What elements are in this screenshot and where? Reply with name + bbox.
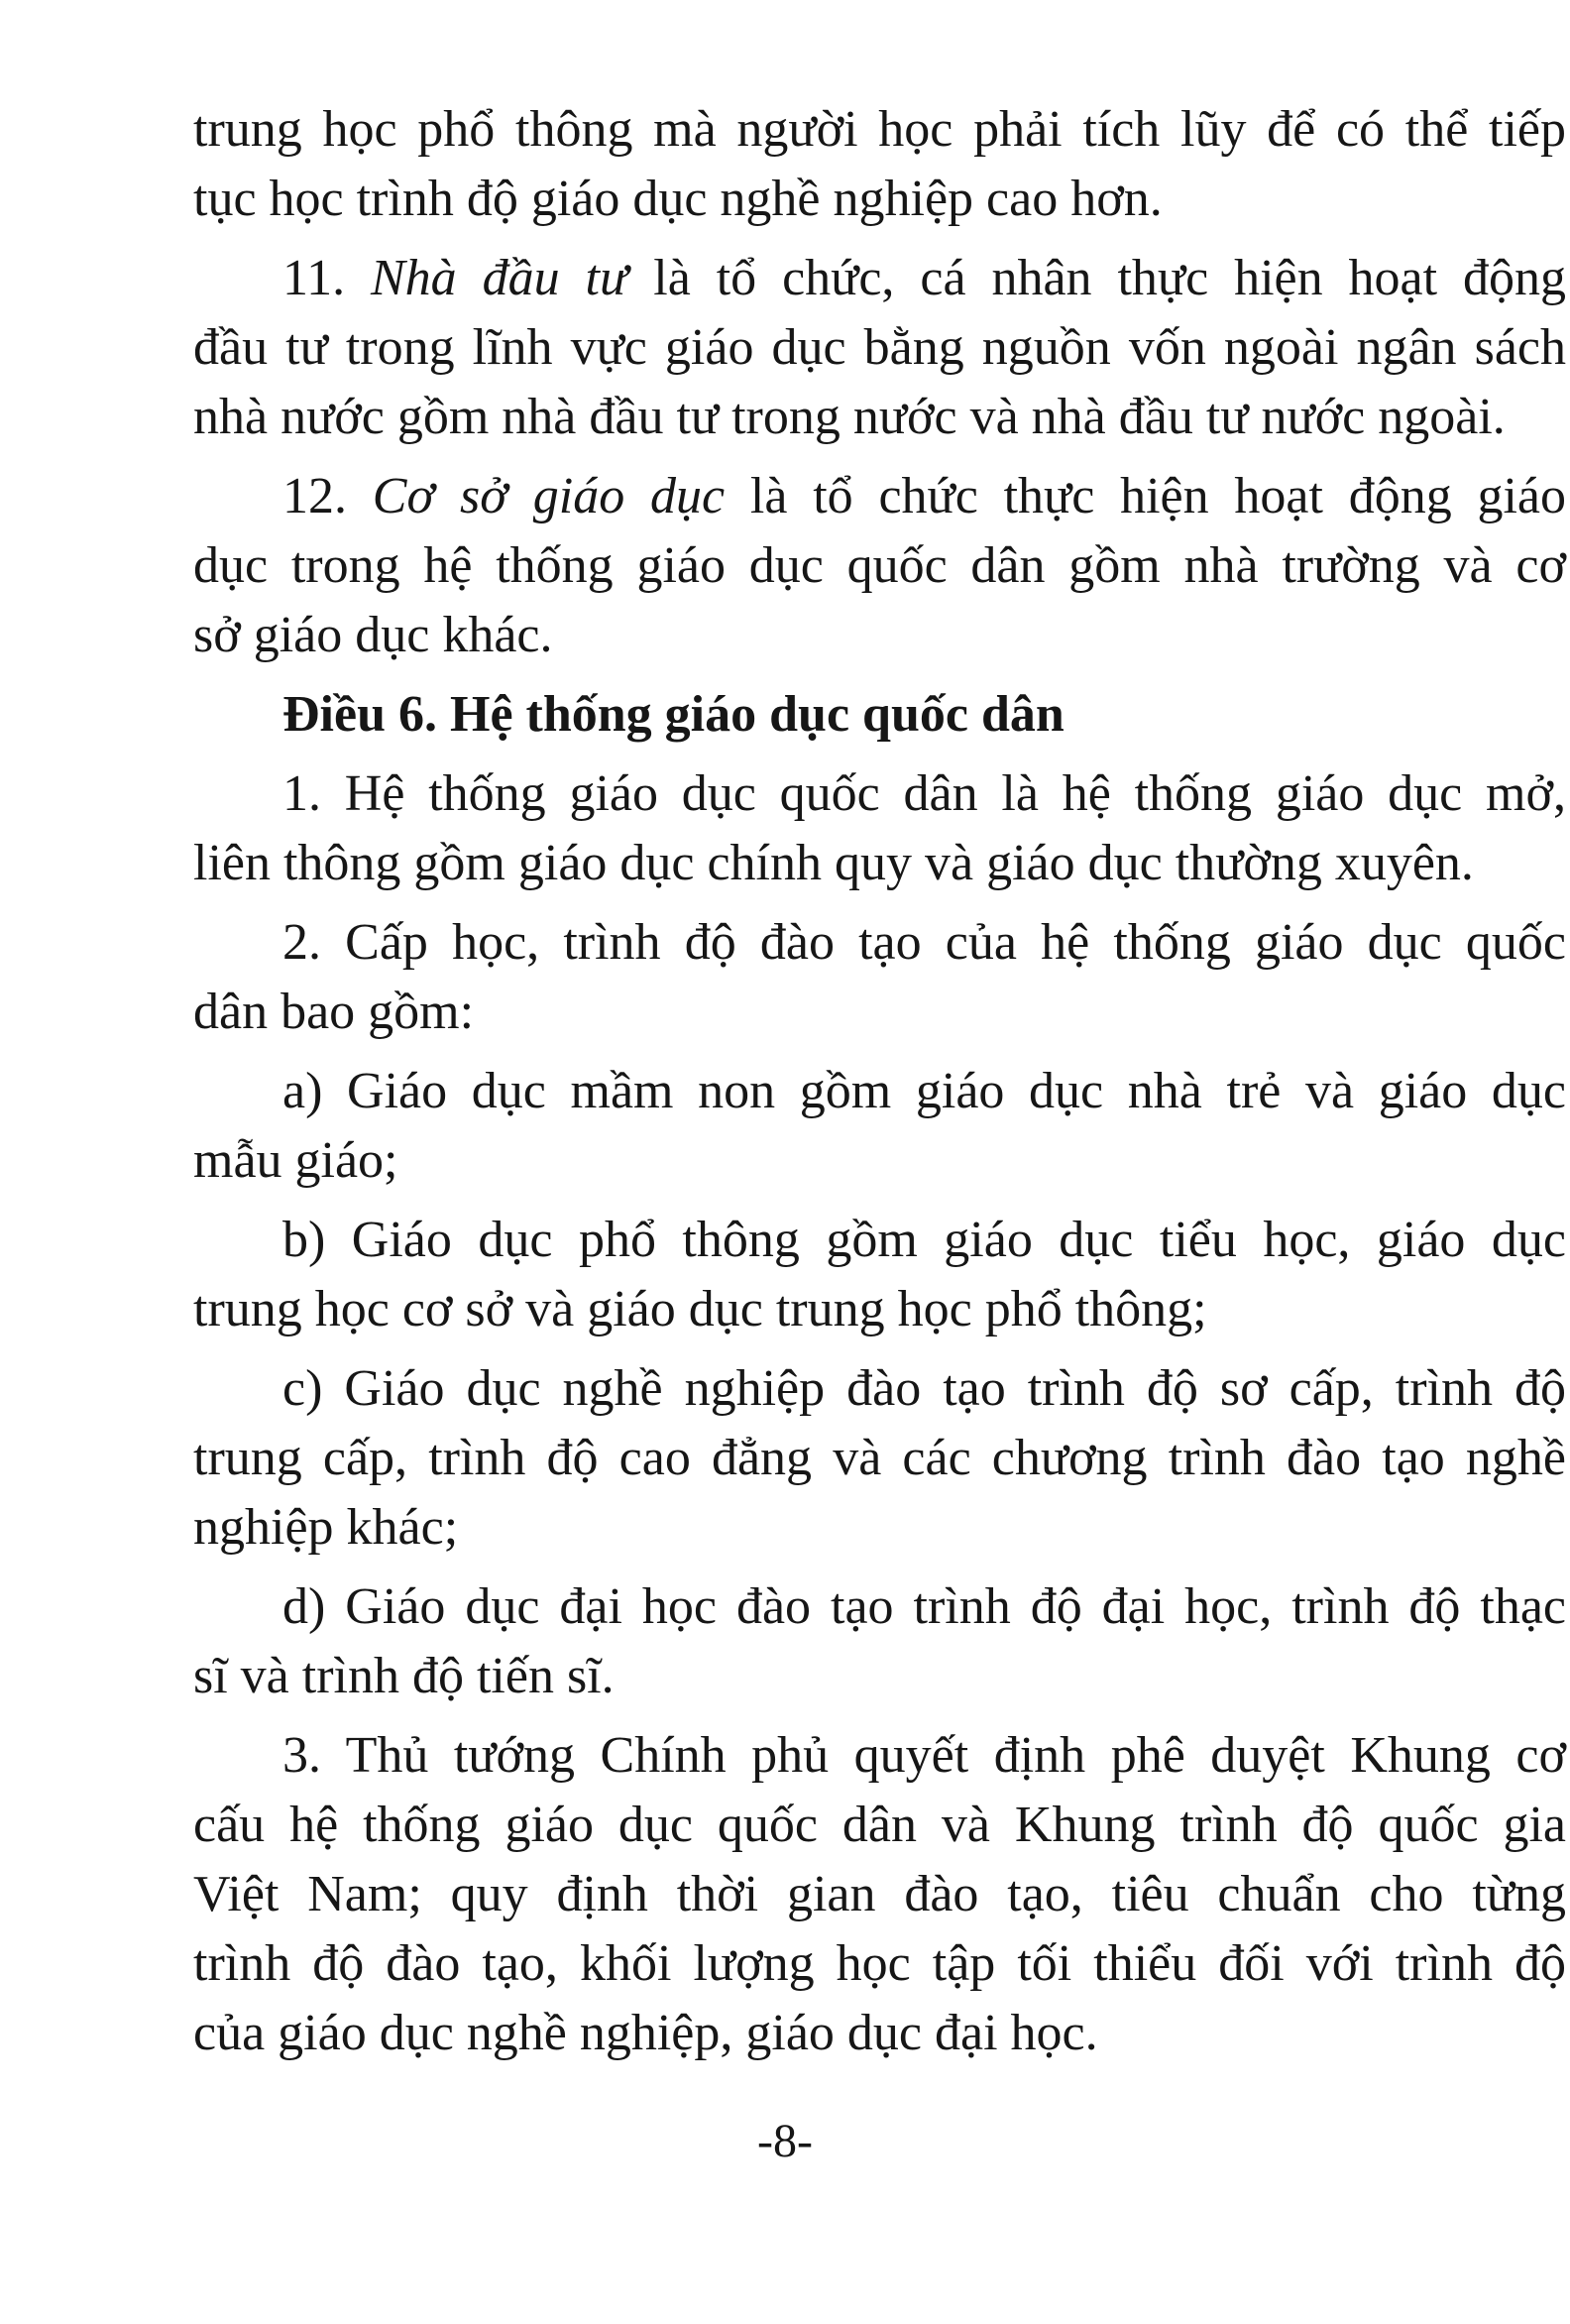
text-line: trung cấp, trình độ cao đẳng và các chương trình đào tạo nghề <box>193 1430 1566 1486</box>
text-line: nghiệp khác; <box>193 1499 459 1556</box>
text-line: a) Giáo dục mầm non gồm giáo dục nhà trẻ và giáo dục <box>282 1063 1566 1119</box>
definition-text: là tổ chức, cá nhân thực hiện hoạt động <box>627 250 1566 306</box>
text-line: cấu hệ thống giáo dục quốc dân và Khung trình độ quốc gia <box>193 1797 1566 1853</box>
text-line: c) Giáo dục nghề nghiệp đào tạo trình độ sơ cấp, trình độ <box>282 1360 1566 1417</box>
definition-text: là tổ chức thực hiện hoạt động giáo <box>725 468 1567 524</box>
text-line: liên thông gồm giáo dục chính quy và giáo dục thường xuyên. <box>193 835 1474 891</box>
text-line: 1. Hệ thống giáo dục quốc dân là hệ thống giáo dục mở, <box>282 765 1566 822</box>
clause-number: 11. <box>282 250 371 306</box>
text-line: tục học trình độ giáo dục nghề nghiệp cao hơn. <box>193 171 1163 227</box>
text-line: trung học cơ sở và giáo dục trung học phổ thông; <box>193 1281 1207 1337</box>
article-heading: Điều 6. Hệ thống giáo dục quốc dân <box>282 686 1065 743</box>
defined-term: Cơ sở giáo dục <box>372 468 726 524</box>
text-line: b) Giáo dục phổ thông gồm giáo dục tiểu học, giáo dục <box>282 1212 1566 1268</box>
text-line: đầu tư trong lĩnh vực giáo dục bằng nguồn vốn ngoài ngân sách <box>193 319 1566 376</box>
text-line: trình độ đào tạo, khối lượng học tập tối thiểu đối với trình độ <box>193 1935 1566 1992</box>
text-line: của giáo dục nghề nghiệp, giáo dục đại học. <box>193 2005 1098 2061</box>
text-line: nhà nước gồm nhà đầu tư trong nước và nhà đầu tư nước ngoài. <box>193 389 1506 445</box>
page-number: -8- <box>757 2115 813 2167</box>
text-line: sĩ và trình độ tiến sĩ. <box>193 1648 615 1704</box>
text-line: mẫu giáo; <box>193 1132 398 1189</box>
text-line: trung học phổ thông mà người học phải tích lũy để có thể tiếp <box>193 101 1566 158</box>
text-line: 3. Thủ tướng Chính phủ quyết định phê duyệt Khung cơ <box>282 1727 1566 1784</box>
defined-term: Nhà đầu tư <box>371 250 628 306</box>
text-line: dục trong hệ thống giáo dục quốc dân gồm nhà trường và cơ <box>193 537 1566 594</box>
text-line: 2. Cấp học, trình độ đào tạo của hệ thống giáo dục quốc <box>282 914 1566 971</box>
definition-12-line <box>282 462 1566 531</box>
text-line: dân bao gồm: <box>193 984 475 1040</box>
text-line: Việt Nam; quy định thời gian đào tạo, tiêu chuẩn cho từng <box>193 1866 1566 1922</box>
clause-number: 12. <box>282 468 373 524</box>
definition-11-line <box>282 244 1566 313</box>
text-line: d) Giáo dục đại học đào tạo trình độ đại học, trình độ thạc <box>282 1578 1566 1635</box>
text-line: sở giáo dục khác. <box>193 607 553 663</box>
